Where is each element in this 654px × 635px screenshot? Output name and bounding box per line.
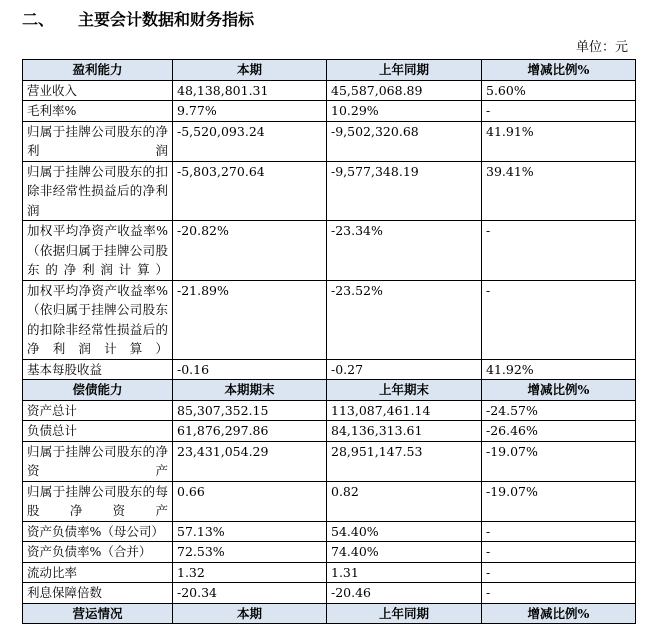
row-label: 流动比率 [23,562,173,583]
row-label: 资产负债率%（合并） [23,542,173,563]
table-row [23,101,636,122]
current-value: 1.32 [173,562,327,583]
row-label: 营业收入 [23,80,173,101]
change-value: -19.07% [482,481,636,521]
change-value: - [482,521,636,542]
table-row [23,441,636,481]
section-title: 主要会计数据和财务指标 [78,10,255,29]
table-row [23,121,636,161]
row-label: 归属于挂牌公司股东的净利润 [23,121,173,161]
previous-value: 113,087,461.14 [327,400,482,421]
table-row [23,359,636,380]
section-number: 二、 [22,10,55,29]
column-header-change: 增减比例% [482,60,636,81]
change-value: - [482,101,636,122]
current-value: 72.53% [173,542,327,563]
row-label: 负债总计 [23,421,173,442]
previous-value: -0.27 [327,359,482,380]
unit-label: 单位：元 [575,40,628,55]
current-value: 85,307,352.15 [173,400,327,421]
column-header-current: 本期期末 [173,380,327,401]
previous-value: -20.46 [327,583,482,604]
row-label: 归属于挂牌公司股东的净资产 [23,441,173,481]
previous-value: 74.40% [327,542,482,563]
current-value: -20.82% [173,221,327,281]
section-heading [22,8,254,32]
current-value: 9.77% [173,101,327,122]
row-label: 利息保障倍数 [23,583,173,604]
current-value: 57.13% [173,521,327,542]
column-header-previous: 上年期末 [327,380,482,401]
previous-value: 54.40% [327,521,482,542]
change-value: -24.57% [482,400,636,421]
change-value: 41.92% [482,359,636,380]
column-header-change: 增减比例% [482,603,636,624]
previous-value: 0.82 [327,481,482,521]
change-value: 5.60% [482,80,636,101]
current-value: 61,876,297.86 [173,421,327,442]
change-value: 39.41% [482,161,636,221]
row-label: 加权平均净资产收益率%（依据归属于挂牌公司股东的净利润计算） [23,221,173,281]
column-header-current: 本期 [173,60,327,81]
change-value: - [482,562,636,583]
previous-value: 1.31 [327,562,482,583]
section-header-label: 营运情况 [23,603,173,624]
change-value: - [482,221,636,281]
table-row [23,481,636,521]
previous-value: -9,577,348.19 [327,161,482,221]
current-value: 0.66 [173,481,327,521]
row-label: 资产负债率%（母公司） [23,521,173,542]
change-value: - [482,583,636,604]
previous-value: -9,502,320.68 [327,121,482,161]
section-header-label: 盈利能力 [23,60,173,81]
change-value: 41.91% [482,121,636,161]
table-row [23,521,636,542]
column-header-change: 增减比例% [482,380,636,401]
change-value: - [482,280,636,359]
table-row [23,280,636,359]
column-header-current: 本期 [173,603,327,624]
section-header-row [23,603,636,624]
previous-value: 84,136,313.61 [327,421,482,442]
row-label: 基本每股收益 [23,359,173,380]
previous-value: -23.34% [327,221,482,281]
table-row [23,161,636,221]
current-value: -5,520,093.24 [173,121,327,161]
current-value: 23,431,054.29 [173,441,327,481]
table-row [23,542,636,563]
previous-value: 28,951,147.53 [327,441,482,481]
table-row [23,421,636,442]
table-row [23,562,636,583]
row-label: 资产总计 [23,400,173,421]
section-header-label: 偿债能力 [23,380,173,401]
row-label: 归属于挂牌公司股东的每股净资产 [23,481,173,521]
row-label: 加权平均净资产收益率%（依归属于挂牌公司股东的扣除非经常性损益后的净利润计算） [23,280,173,359]
row-label: 毛利率% [23,101,173,122]
column-header-previous: 上年同期 [327,603,482,624]
change-value: -19.07% [482,441,636,481]
table-row [23,80,636,101]
financial-indicators-table [22,59,636,624]
section-header-row [23,60,636,81]
section-header-row [23,380,636,401]
table-row [23,221,636,281]
current-value: -20.34 [173,583,327,604]
previous-value: -23.52% [327,280,482,359]
current-value: -21.89% [173,280,327,359]
change-value: -26.46% [482,421,636,442]
row-label: 归属于挂牌公司股东的扣除非经常性损益后的净利润 [23,161,173,221]
current-value: -0.16 [173,359,327,380]
table-row [23,583,636,604]
column-header-previous: 上年同期 [327,60,482,81]
current-value: 48,138,801.31 [173,80,327,101]
previous-value: 45,587,068.89 [327,80,482,101]
current-value: -5,803,270.64 [173,161,327,221]
table-body [23,60,636,624]
table-row [23,400,636,421]
change-value: - [482,542,636,563]
previous-value: 10.29% [327,101,482,122]
